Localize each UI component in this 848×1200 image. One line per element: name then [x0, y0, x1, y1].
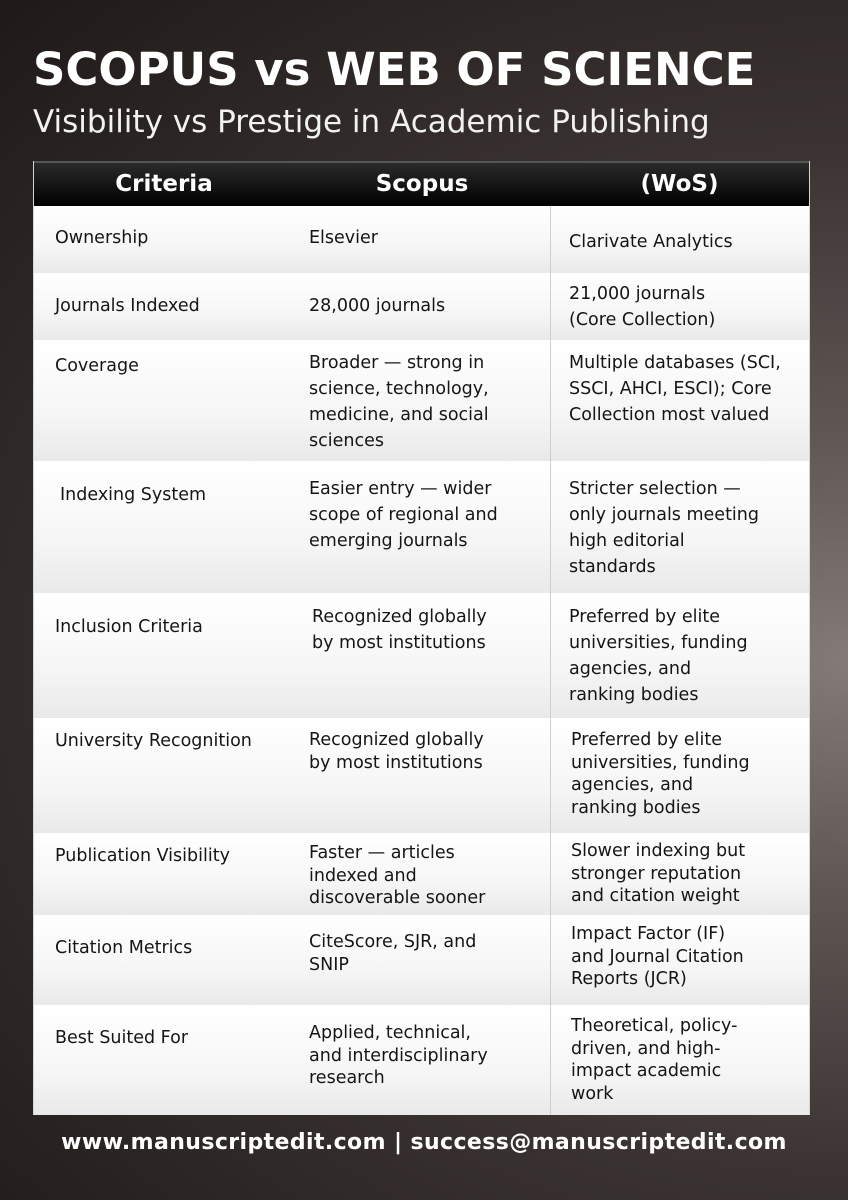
wos-cell — [550, 273, 809, 340]
wos-line: Slower indexing but — [571, 841, 746, 861]
criteria-cell — [34, 461, 294, 593]
wos-line: SSCI, AHCI, ESCI); Core — [569, 379, 772, 399]
criteria-label: Best Suited For — [55, 1028, 189, 1048]
page-title: SCOPUS vs WEB OF SCIENCE — [33, 43, 756, 96]
wos-line: impact academic — [571, 1061, 722, 1081]
footer-contact: www.manuscriptedit.com | success@manuscriptedit.com — [61, 1130, 787, 1155]
scopus-line: SNIP — [309, 954, 349, 975]
wos-line: and citation weight — [571, 886, 740, 906]
wos-line: (Core Collection) — [569, 310, 716, 330]
scopus-line: Recognized globally — [309, 730, 484, 750]
scopus-line: by most institutions — [309, 752, 483, 773]
comparison-table — [33, 161, 810, 1115]
wos-line: ranking bodies — [569, 685, 699, 705]
page-subtitle: Visibility vs Prestige in Academic Publishing — [33, 104, 710, 140]
scopus-value: Elsevier — [309, 228, 378, 248]
criteria-cell — [34, 593, 294, 718]
scopus-cell — [294, 206, 550, 273]
scopus-cell — [294, 461, 550, 593]
wos-line: and Journal Citation — [571, 946, 744, 967]
criteria-label: Indexing System — [60, 485, 207, 505]
wos-line: Preferred by elite — [571, 730, 723, 750]
scopus-line: by most institutions — [312, 633, 486, 653]
wos-line: universities, funding — [569, 633, 748, 653]
criteria-cell — [34, 915, 294, 1005]
wos-line: stronger reputation — [571, 863, 742, 884]
scopus-line: Faster — articles — [309, 843, 455, 863]
wos-line: Preferred by elite — [569, 607, 721, 627]
scopus-line: Recognized globally — [312, 607, 487, 627]
scopus-line: CiteScore, SJR, and — [309, 932, 477, 952]
scopus-line: sciences — [309, 431, 384, 451]
wos-line: only journals meeting — [569, 505, 759, 525]
scopus-cell — [294, 915, 550, 1005]
wos-line: Theoretical, policy- — [571, 1016, 738, 1036]
wos-cell — [550, 593, 809, 718]
scopus-line: emerging journals — [309, 531, 468, 551]
wos-line: Collection most valued — [569, 405, 770, 425]
wos-line: high editorial — [569, 531, 685, 551]
criteria-cell — [34, 1005, 294, 1115]
wos-line: ranking bodies — [571, 797, 701, 818]
table-row — [34, 915, 809, 1005]
scopus-cell — [294, 718, 550, 833]
wos-cell — [550, 461, 809, 593]
wos-cell — [550, 718, 809, 833]
table-row — [34, 206, 809, 273]
criteria-cell — [34, 273, 294, 340]
table-row — [34, 461, 809, 593]
wos-line: Impact Factor (IF) — [571, 924, 726, 944]
scopus-cell — [294, 593, 550, 718]
wos-line: Multiple databases (SCI, — [569, 353, 781, 373]
scopus-line: science, technology, — [309, 379, 489, 399]
criteria-label: University Recognition — [55, 731, 252, 751]
criteria-cell — [34, 206, 294, 273]
wos-cell — [550, 1005, 809, 1115]
wos-line: agencies, and — [569, 659, 692, 679]
scopus-cell — [294, 340, 550, 461]
scopus-line: discoverable sooner — [309, 888, 486, 908]
table-header — [34, 161, 809, 206]
wos-cell — [550, 340, 809, 461]
scopus-value: 28,000 journals — [309, 296, 446, 316]
wos-line: standards — [569, 557, 656, 577]
scopus-line: and interdisciplinary — [309, 1045, 488, 1066]
column-header-criteria: Criteria — [115, 171, 213, 197]
criteria-label: Inclusion Criteria — [55, 617, 203, 637]
scopus-cell — [294, 833, 550, 915]
table-row — [34, 1005, 809, 1115]
criteria-cell — [34, 833, 294, 915]
wos-line: work — [571, 1083, 614, 1104]
wos-line: universities, funding — [571, 752, 750, 773]
wos-line: driven, and high- — [571, 1038, 721, 1059]
table-row — [34, 718, 809, 833]
scopus-cell — [294, 273, 550, 340]
table-row — [34, 833, 809, 915]
table-row — [34, 593, 809, 718]
criteria-cell — [34, 718, 294, 833]
wos-cell — [550, 206, 809, 273]
scopus-line: scope of regional and — [309, 505, 498, 525]
column-header-scopus: Scopus — [375, 171, 469, 197]
scopus-line: indexed and — [309, 865, 417, 886]
column-header-wos: (WoS) — [640, 171, 719, 197]
scopus-line: research — [309, 1068, 385, 1088]
wos-value: Clarivate Analytics — [569, 232, 733, 252]
criteria-label: Citation Metrics — [55, 938, 193, 958]
wos-line: Reports (JCR) — [571, 969, 687, 989]
wos-cell — [550, 915, 809, 1005]
scopus-line: medicine, and social — [309, 405, 489, 425]
table-row — [34, 273, 809, 340]
criteria-label: Coverage — [55, 356, 139, 376]
scopus-line: Broader — strong in — [309, 353, 485, 373]
table-row — [34, 340, 809, 461]
wos-line: Stricter selection — — [569, 479, 741, 499]
scopus-cell — [294, 1005, 550, 1115]
wos-line: agencies, and — [571, 775, 694, 795]
criteria-label: Journals Indexed — [55, 296, 200, 316]
criteria-label: Ownership — [55, 228, 149, 248]
criteria-label: Publication Visibility — [55, 846, 230, 866]
scopus-line: Applied, technical, — [309, 1023, 471, 1043]
wos-cell — [550, 833, 809, 915]
wos-line: 21,000 journals — [569, 284, 706, 304]
scopus-line: Easier entry — wider — [309, 479, 492, 499]
criteria-cell — [34, 340, 294, 461]
